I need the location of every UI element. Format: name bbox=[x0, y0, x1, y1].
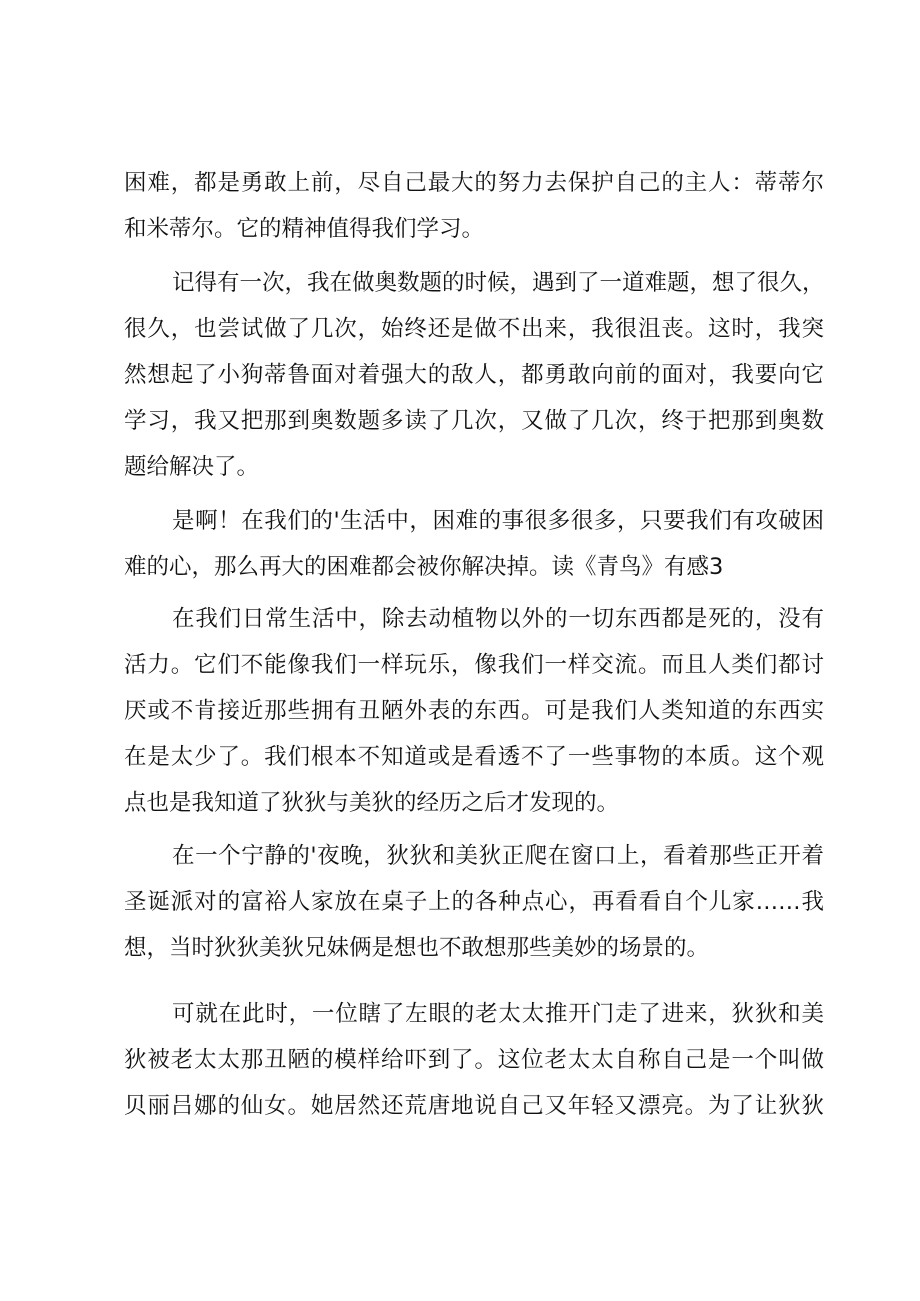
text-line: 题给解决了。 bbox=[124, 454, 260, 480]
text-line: 记得有一次，我在做奥数题的时候，遇到了一道难题，想了很久， bbox=[172, 270, 825, 296]
text-line: 学习，我又把那到奥数题多读了几次，又做了几次，终于把那到奥数 bbox=[124, 408, 824, 434]
text-line: 点也是我知道了狄狄与美狄的经历之后才发现的。 bbox=[124, 790, 620, 816]
text-line: 很久，也尝试做了几次，始终还是做不出来，我很沮丧。这时，我突 bbox=[124, 316, 824, 342]
text-line: 狄被老太太那丑陋的模样给吓到了。这位老太太自称自己是一个叫做 bbox=[124, 1047, 824, 1073]
text-line: 想，当时狄狄美狄兄妹俩是想也不敢想那些美妙的场景的。 bbox=[124, 935, 710, 961]
text-line: 和米蒂尔。它的精神值得我们学习。 bbox=[124, 216, 485, 242]
text-line: 然想起了小狗蒂鲁面对着强大的敌人，都勇敢向前的面对，我要向它 bbox=[124, 362, 824, 388]
text-line: 难的心，那么再大的困难都会被你解决掉。读《青鸟》有感3 bbox=[124, 554, 724, 580]
text-line: 圣诞派对的富裕人家放在桌子上的各种点心，再看看自个儿家……我 bbox=[124, 889, 824, 915]
text-line: 活力。它们不能像我们一样玩乐，像我们一样交流。而且人类们都讨 bbox=[124, 652, 824, 678]
text-line: 贝丽吕娜的仙女。她居然还荒唐地说自己又年轻又漂亮。为了让狄狄 bbox=[124, 1093, 824, 1119]
text-line: 在一个宁静的'夜晚，狄狄和美狄正爬在窗口上，看着那些正开着 bbox=[172, 843, 824, 869]
text-line: 厌或不肯接近那些拥有丑陋外表的东西。可是我们人类知道的东西实 bbox=[124, 698, 824, 724]
text-line: 在我们日常生活中，除去动植物以外的一切东西都是死的，没有 bbox=[172, 606, 824, 632]
text-line: 困难，都是勇敢上前，尽自己最大的努力去保护自己的主人：蒂蒂尔 bbox=[124, 170, 824, 196]
text-line: 是啊！在我们的'生活中，困难的事很多很多，只要我们有攻破困 bbox=[172, 508, 824, 534]
text-line: 可就在此时，一位瞎了左眼的老太太推开门走了进来，狄狄和美 bbox=[172, 1001, 824, 1027]
text-line: 在是太少了。我们根本不知道或是看透不了一些事物的本质。这个观 bbox=[124, 744, 824, 770]
